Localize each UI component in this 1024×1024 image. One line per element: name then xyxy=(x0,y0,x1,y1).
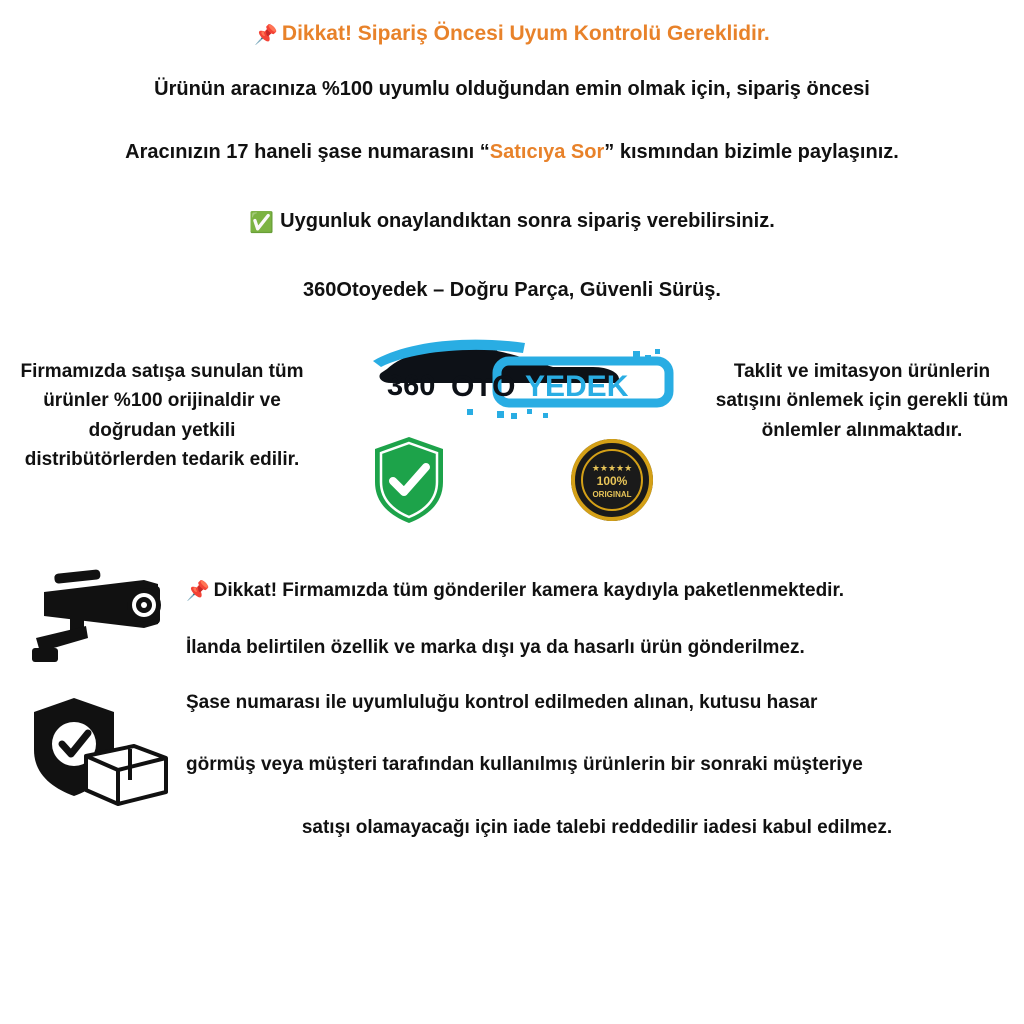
ask-seller-highlight: Satıcıya Sor xyxy=(489,140,605,163)
notice-title-text: Dikkat! Sipariş Öncesi Uyum Kontrolü Gereklidir. xyxy=(281,22,770,45)
logo-word-yedek: YEDEK xyxy=(525,369,629,403)
badge-line-2: ORIGINAL xyxy=(592,489,632,499)
notice-line-2-after: ” kısmından bizimle paylaşınız. xyxy=(604,140,899,163)
camera-row xyxy=(16,566,1008,676)
notice-line-2-before: Aracınızın 17 haneli şase numarasını “ xyxy=(125,140,490,163)
logo-word-oto: OTO xyxy=(451,369,516,403)
pushpin-icon: 📌 xyxy=(254,25,278,46)
green-shield-icon xyxy=(369,434,449,526)
policy-line-1 xyxy=(186,566,1008,604)
shipping-policy-section xyxy=(0,566,1024,880)
notice-title xyxy=(30,20,994,49)
return-row xyxy=(16,692,1008,880)
brand-logo-svg xyxy=(347,333,677,428)
policy-line-3: Şase numarası ile uyumluluğu kontrol edilmeden alınan, kutusu hasar xyxy=(186,691,818,713)
check-mark-icon: ✅ xyxy=(249,211,275,234)
band-center xyxy=(327,333,697,526)
policy-line-5: satışı olamayacağı için iade talebi reddedilir iadesi kabul edilmez. xyxy=(301,817,893,839)
notice-line-1: Ürünün aracınıza %100 uyumlu olduğundan emin olmak için, sipariş öncesi xyxy=(154,77,870,100)
logo-number: 360 xyxy=(387,369,436,402)
policy-line-4: görmüş veya müşteri tarafından kullanılmış ürünlerin bir sonraki müşteriye xyxy=(186,754,863,776)
notice-line-4: 360Otoyedek – Doğru Parça, Güvenli Sürüş. xyxy=(303,278,721,301)
shield-package-icon xyxy=(26,692,176,812)
badge-line-1: 100% xyxy=(596,473,628,488)
security-camera-icon xyxy=(26,566,176,676)
notice-line-2 xyxy=(30,138,994,167)
badge-stars: ★★★★★ xyxy=(591,462,633,473)
notice-line-3-text: Uygunluk onaylandıktan sonra sipariş verebilirsiniz. xyxy=(280,209,775,232)
pushpin-icon-2: 📌 xyxy=(186,580,210,602)
brand-logo xyxy=(347,333,677,428)
package-icon-col xyxy=(16,692,186,812)
band-left-text: Firmamızda satışa sunulan tüm ürünler %100 orijinaldir ve doğrudan yetkili distribütörlerden tedarik edilir. xyxy=(20,360,304,470)
policy-line-2: İlanda belirtilen özellik ve marka dışı ya da hasarlı ürün gönderilmez. xyxy=(186,637,805,659)
band-right-text: Taklit ve imitasyon ürünlerin satışını önlemek için gerekli tüm önlemler alınmaktadır. xyxy=(715,360,1009,441)
notice-block xyxy=(0,0,1024,305)
badges-row xyxy=(347,434,677,526)
original-badge-icon xyxy=(569,437,655,523)
notice-line-3 xyxy=(30,207,994,238)
originality-band xyxy=(0,333,1024,526)
policy-line-1-text: Dikkat! Firmamızda tüm gönderiler kamera kaydıyla paketlenmektedir. xyxy=(213,579,845,601)
camera-text-col xyxy=(186,566,1008,661)
return-text-col xyxy=(186,692,1008,880)
camera-icon-col xyxy=(16,566,186,676)
